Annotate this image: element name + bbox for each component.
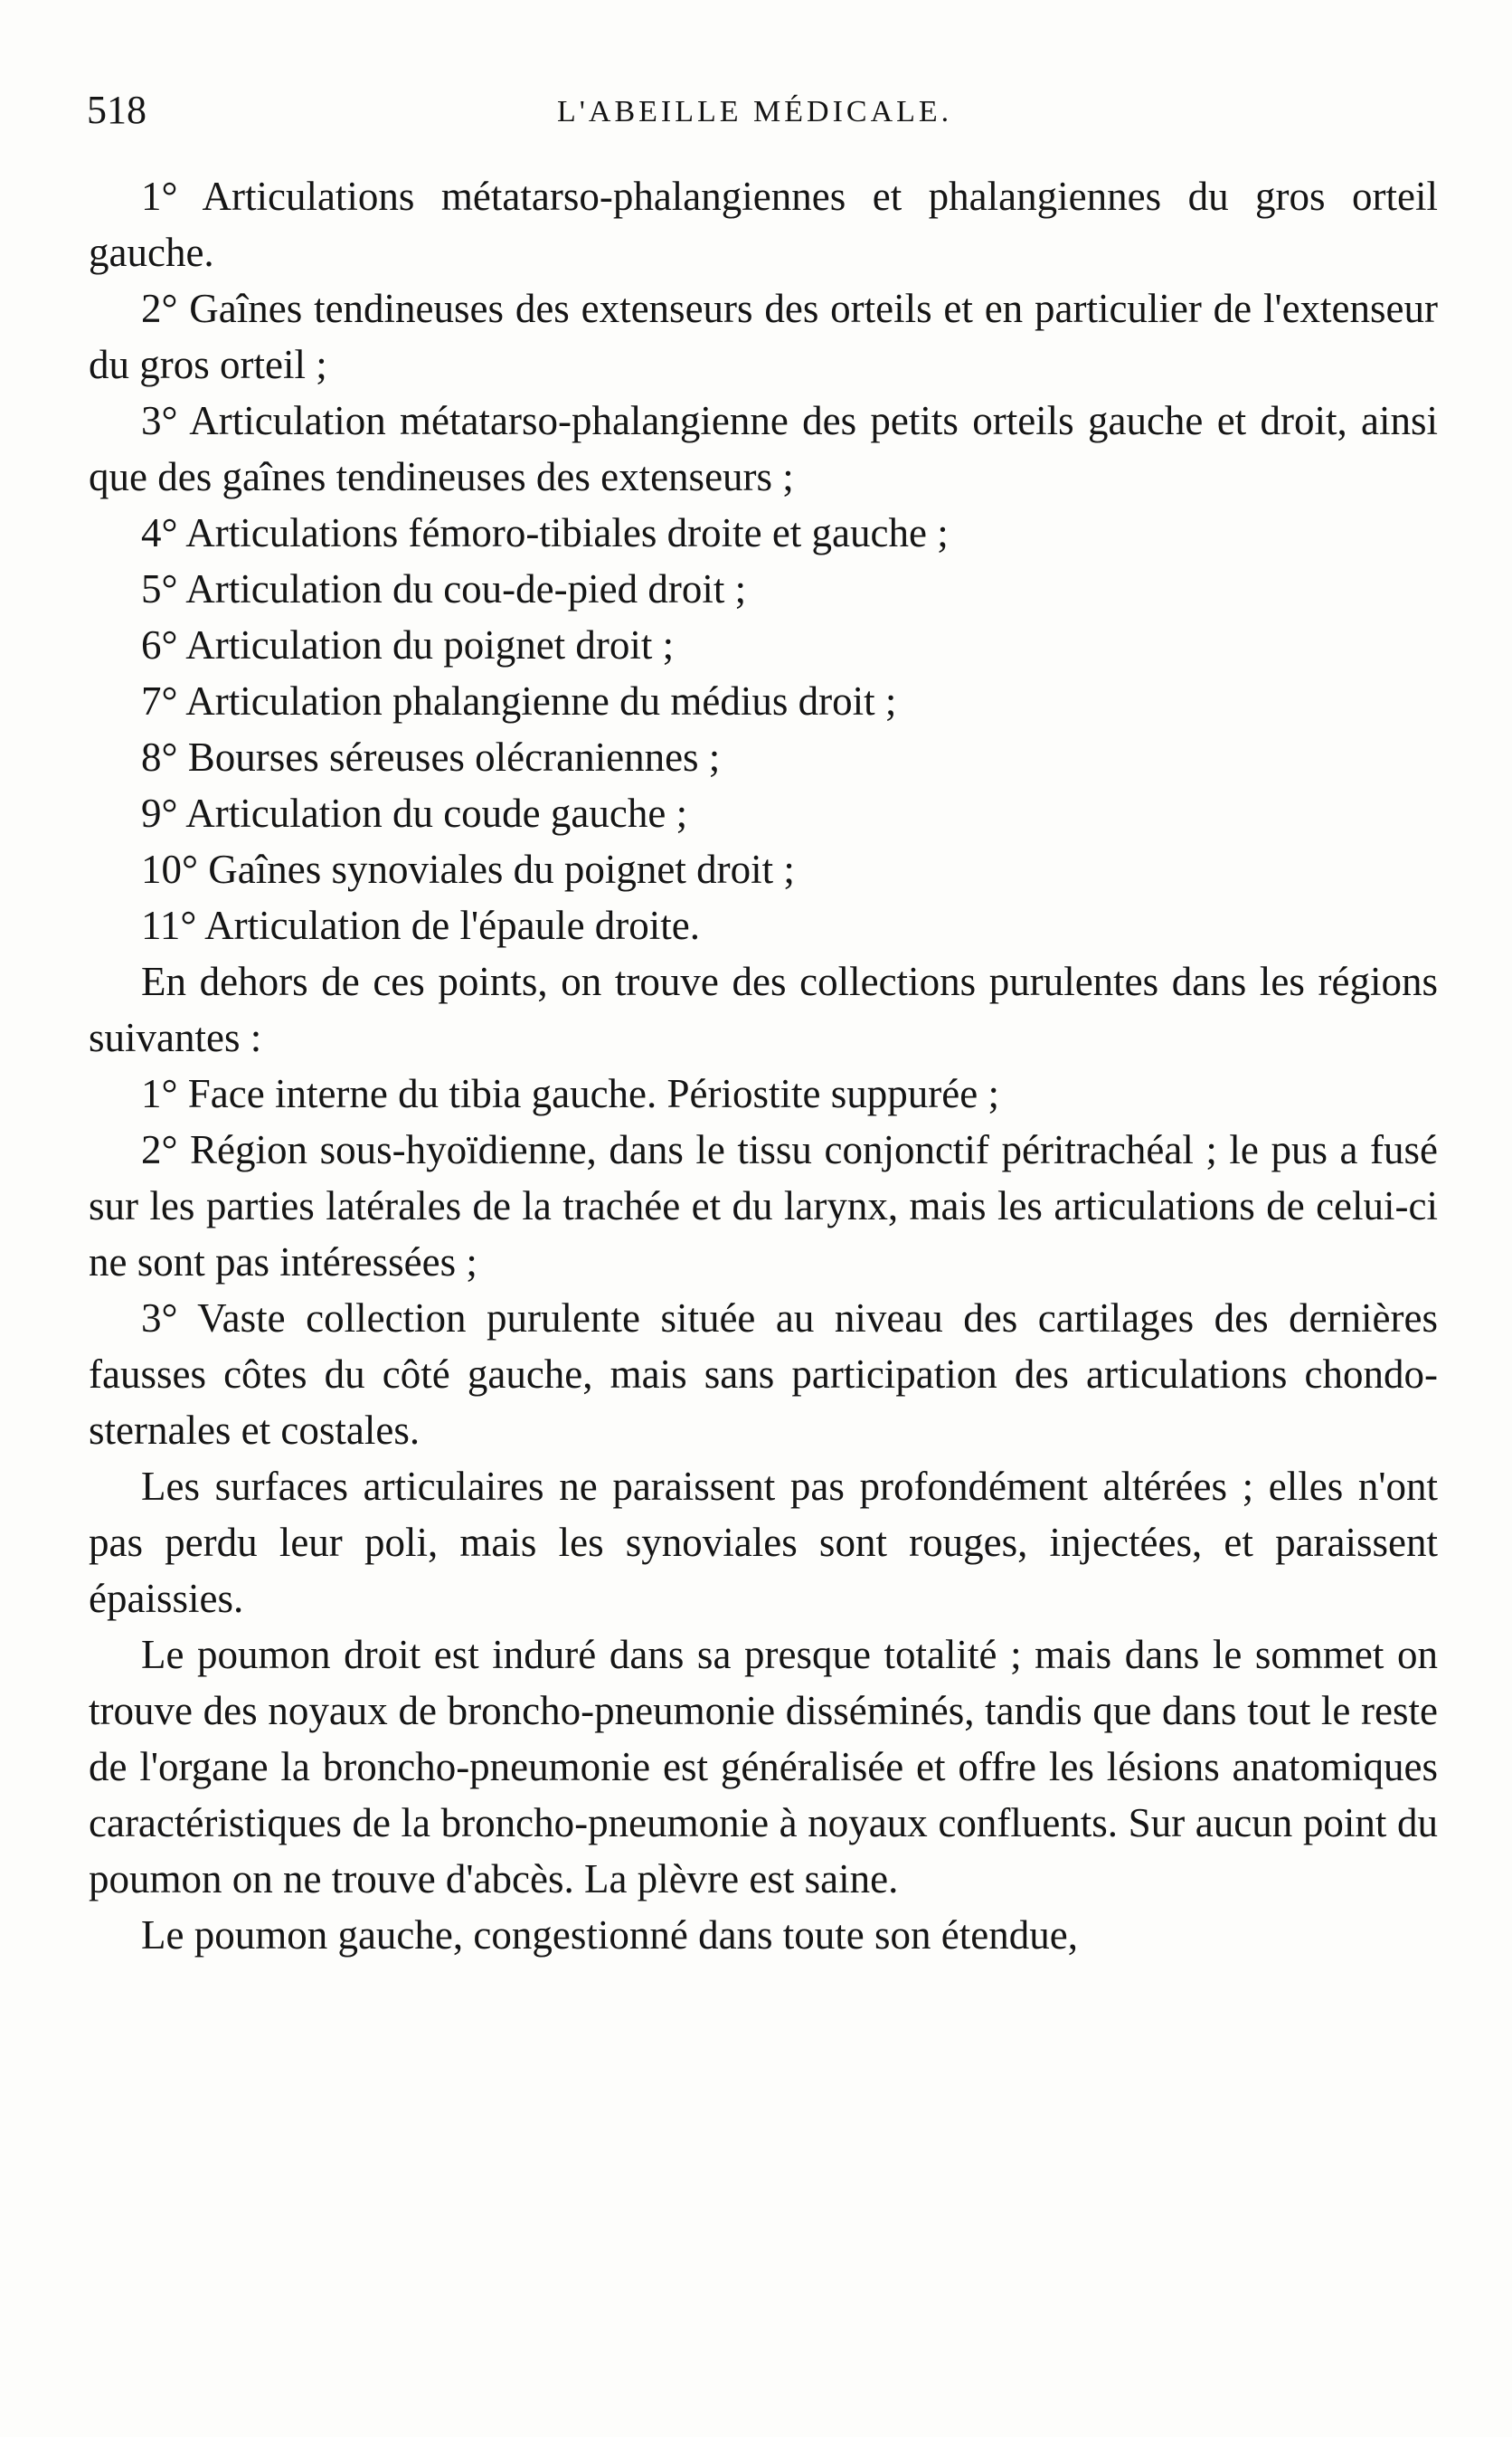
paragraph-collection-2: 2° Région sous-hyoïdienne, dans le tissu conjonctif péritrachéal ; le pus a fusé sur les parties latérales de la trachée et du larynx, mais les articulations de celui-ci ne sont pas intéressées ;	[89, 1127, 1438, 1285]
paragraph-right-lung: Le poumon droit est induré dans sa presque totalité ; mais dans le sommet on trouve des noyaux de broncho-pneumonie disséminés, tandis que dans tout le reste de l'organe la broncho-pneumonie est généralisée et offre les lésions anatomiques caractéristiques de la broncho-pneumonie à noyaux confluents. Sur aucun point du poumon on ne trouve d'abcès. La plèvre est saine.	[89, 1632, 1438, 1901]
paragraph-item-9: 9° Articulation du coude gauche ;	[141, 791, 688, 836]
paragraph-item-8: 8° Bourses séreuses olécraniennes ;	[141, 735, 721, 780]
paragraph-item-2: 2° Gaînes tendineuses des extenseurs des orteils et en particulier de l'extenseur du gros orteil ;	[89, 286, 1438, 387]
paragraph-item-1: 1° Articulations métatarso-phalangiennes et phalangiennes du gros orteil gauche.	[89, 174, 1438, 275]
paragraph-item-3: 3° Articulation métatarso-phalangienne des petits orteils gauche et droit, ainsi que des gaînes tendineuses des extenseurs ;	[89, 398, 1438, 499]
paragraph-item-10: 10° Gaînes synoviales du poignet droit ;	[141, 847, 795, 892]
paragraph-item-5: 5° Articulation du cou-de-pied droit ;	[141, 566, 747, 612]
paragraph-outside-collections: En dehors de ces points, on trouve des collections purulentes dans les régions suivantes :	[89, 959, 1438, 1060]
paragraph-item-11: 11° Articulation de l'épaule droite.	[141, 903, 701, 948]
page-number: 518	[87, 88, 146, 132]
journal-title: L'ABEILLE MÉDICALE.	[557, 95, 953, 128]
paragraph-item-7: 7° Articulation phalangienne du médius droit ;	[141, 678, 897, 724]
paragraph-collection-1: 1° Face interne du tibia gauche. Périostite suppurée ;	[141, 1071, 999, 1116]
body-text	[89, 168, 1438, 1963]
paragraph-item-6: 6° Articulation du poignet droit ;	[141, 622, 675, 668]
paragraph-left-lung: Le poumon gauche, congestionné dans toute son étendue,	[141, 1912, 1078, 1958]
paragraph-item-4: 4° Articulations fémoro-tibiales droite et gauche ;	[141, 510, 949, 555]
paragraph-collection-3: 3° Vaste collection purulente située au niveau des cartilages des dernières fausses côtes du côté gauche, mais sans participation des articulations chondo-sternales et costales.	[89, 1295, 1438, 1453]
paragraph-articular-surfaces: Les surfaces articulaires ne paraissent pas profondément altérées ; elles n'ont pas perdu leur poli, mais les synoviales sont rouges, injectées, et paraissent épaissies.	[89, 1464, 1438, 1621]
running-head	[87, 83, 1425, 137]
